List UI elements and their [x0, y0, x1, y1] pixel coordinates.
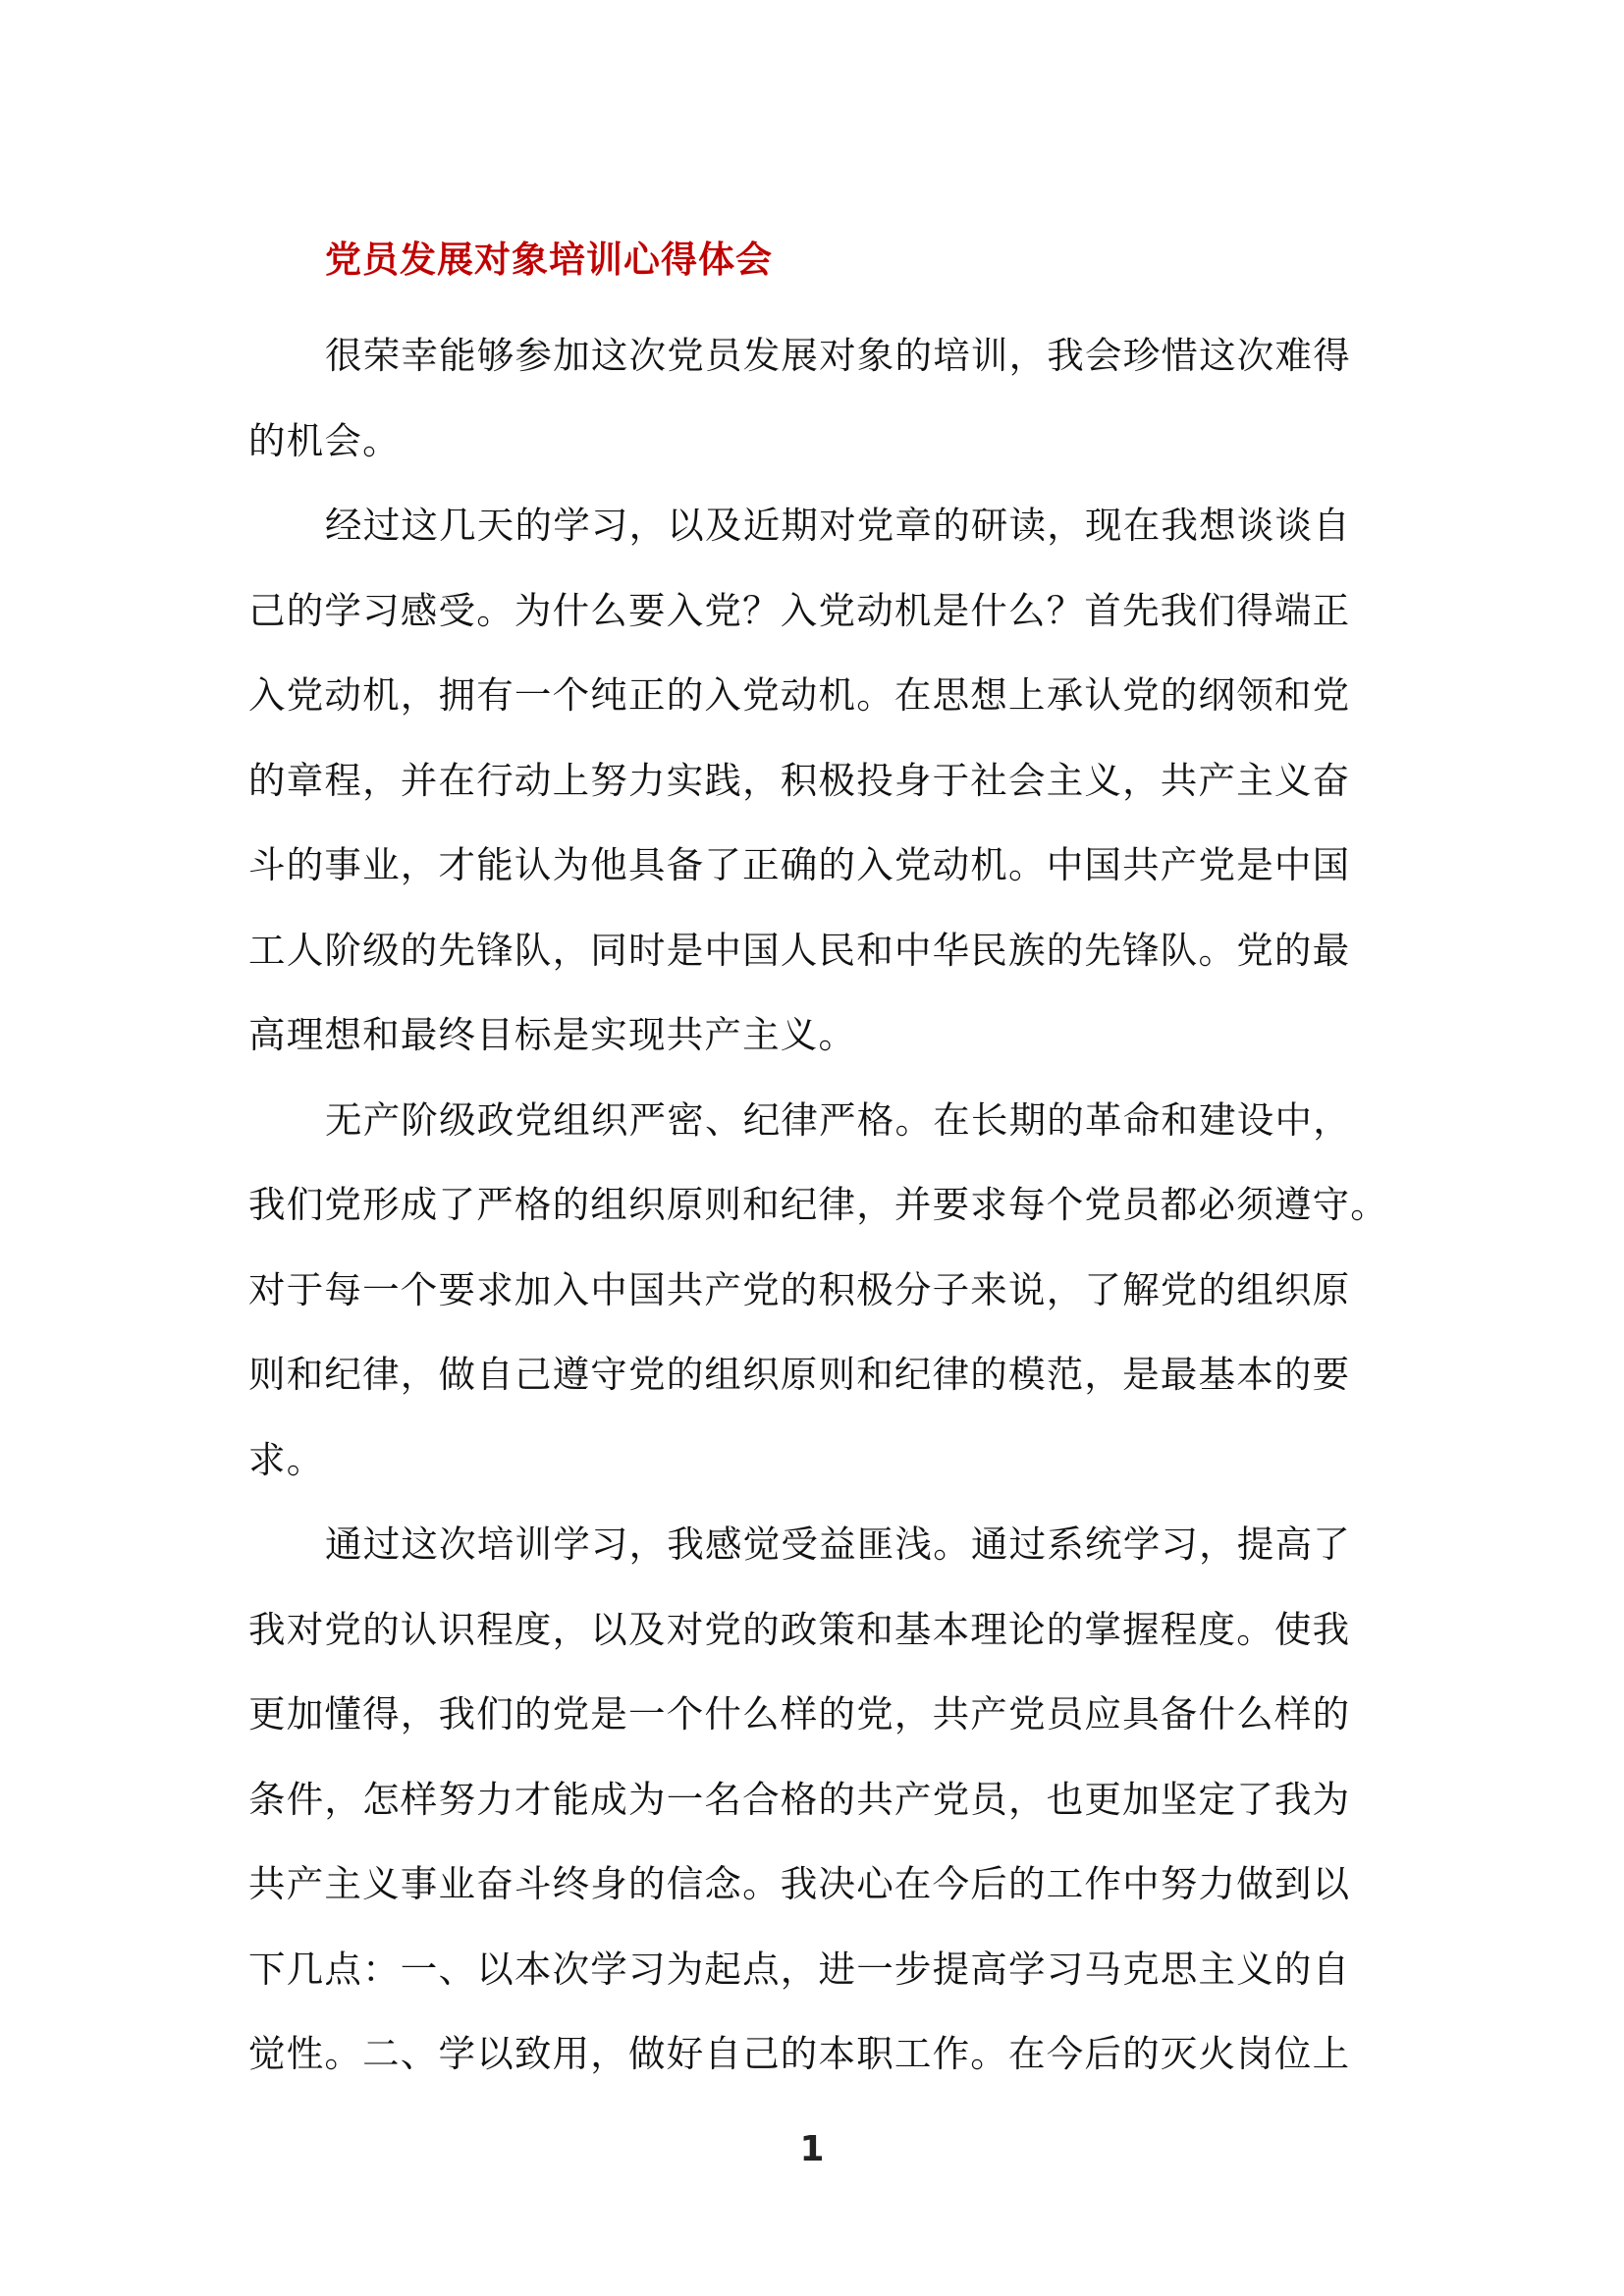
paragraph-line: 无产阶级政党组织严密、纪律严格。在长期的革命和建设中， — [325, 1097, 1351, 1142]
paragraph-line: 更加懂得，我们的党是一个什么样的党，共产党员应具备什么样的 — [248, 1692, 1351, 1735]
paragraph-line: 入党动机，拥有一个纯正的入党动机。在思想上承认党的纲领和党 — [248, 673, 1351, 717]
paragraph-2 — [248, 483, 1373, 1078]
paragraph-line: 很荣幸能够参加这次党员发展对象的培训，我会珍惜这次难得 — [325, 334, 1351, 377]
paragraph-line: 己的学习感受。为什么要入党？入党动机是什么？首先我们得端正 — [248, 588, 1351, 632]
paragraph-4 — [248, 1502, 1373, 2097]
document-body — [248, 313, 1388, 2097]
paragraph-1 — [248, 313, 1373, 483]
paragraph-line: 共产主义事业奋斗终身的信念。我决心在今后的工作中努力做到以 — [248, 1862, 1351, 1905]
paragraph-line: 经过这几天的学习，以及近期对党章的研读，现在我想谈谈自 — [325, 504, 1351, 547]
paragraph-line: 条件，怎样努力才能成为一名合格的共产党员，也更加坚定了我为 — [248, 1777, 1351, 1821]
paragraph-line: 的机会。 — [248, 418, 401, 462]
paragraph-line: 工人阶级的先锋队，同时是中国人民和中华民族的先锋队。党的最 — [248, 928, 1351, 972]
paragraph-line: 求。 — [248, 1437, 325, 1481]
paragraph-line: 我对党的认识程度，以及对党的政策和基本理论的掌握程度。使我 — [248, 1607, 1351, 1651]
paragraph-line: 我们党形成了严格的组织原则和纪律，并要求每个党员都必须遵守。 — [248, 1183, 1388, 1226]
paragraph-line: 觉性。二、学以致用，做好自己的本职工作。在今后的灭火岗位上 — [248, 2032, 1351, 2075]
paragraph-line: 的章程，并在行动上努力实践，积极投身于社会主义，共产主义奋 — [248, 758, 1351, 802]
paragraph-line: 斗的事业，才能认为他具备了正确的入党动机。中国共产党是中国 — [248, 843, 1351, 886]
page-number: 1 — [799, 2129, 825, 2169]
document-title: 党员发展对象培训心得体会 — [325, 238, 773, 281]
paragraph-line: 对于每一个要求加入中国共产党的积极分子来说，了解党的组织原 — [248, 1267, 1351, 1311]
paragraph-line: 通过这次培训学习，我感觉受益匪浅。通过系统学习，提高了 — [325, 1522, 1351, 1566]
paragraph-line: 下几点：一、以本次学习为起点，进一步提高学习马克思主义的自 — [248, 1947, 1351, 1991]
paragraph-line: 则和纪律，做自己遵守党的组织原则和纪律的模范，是最基本的要 — [248, 1353, 1351, 1396]
paragraph-line: 高理想和最终目标是实现共产主义。 — [248, 1013, 857, 1056]
paragraph-3 — [248, 1078, 1388, 1503]
